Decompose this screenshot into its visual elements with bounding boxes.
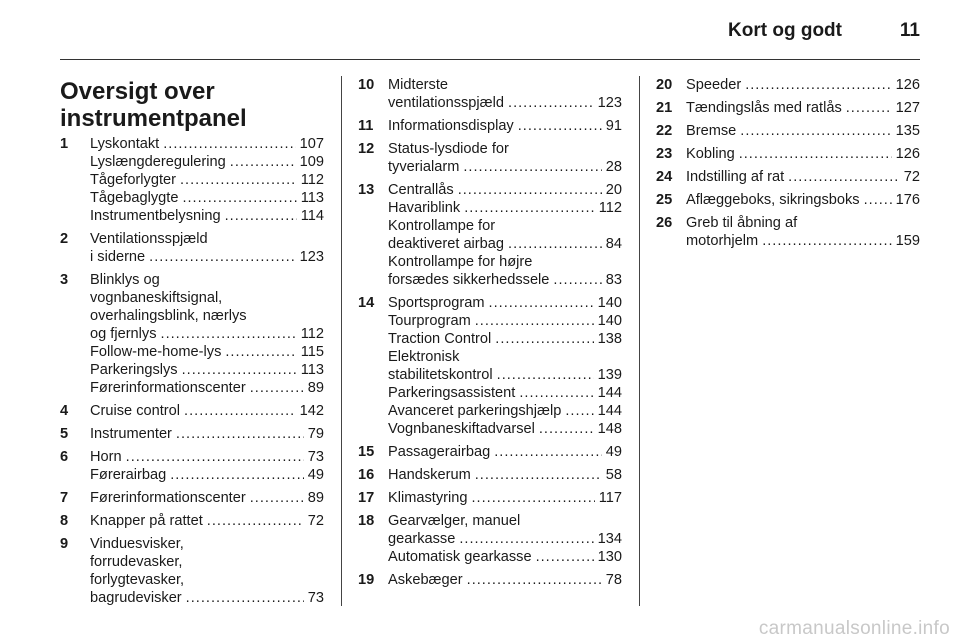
entry-line <box>90 135 324 153</box>
dot-leader <box>184 402 296 420</box>
page-reference: 142 <box>299 403 324 419</box>
entry-text: Parkeringslys <box>90 362 178 378</box>
entry-text: Elektronisk <box>388 349 460 365</box>
dot-leader <box>518 117 602 135</box>
entry-text: Førerinformationscenter <box>90 380 246 396</box>
entry-lines <box>90 425 324 443</box>
page-reference: 176 <box>895 192 920 208</box>
dot-leader <box>489 294 594 312</box>
dot-leader <box>182 361 297 379</box>
entry-line <box>388 253 622 271</box>
page-reference: 130 <box>597 549 622 565</box>
dot-leader <box>207 512 304 530</box>
column-divider <box>341 76 342 606</box>
entry-number: 6 <box>60 449 69 465</box>
entry-number: 15 <box>358 444 375 460</box>
entry-text: Avanceret parkeringshjælp <box>388 403 562 419</box>
entry-text: forlygtevasker, <box>90 572 185 588</box>
index-entry <box>358 294 622 438</box>
entry-line <box>388 235 622 253</box>
page-reference: 84 <box>605 236 622 252</box>
entry-line <box>90 289 324 307</box>
entry-text: ventilationsspjæld <box>388 95 505 111</box>
index-entry <box>358 512 622 566</box>
entry-lines <box>90 230 324 266</box>
page-reference: 140 <box>597 295 622 311</box>
entry-line <box>388 571 622 589</box>
page-reference: 144 <box>597 385 622 401</box>
entry-number: 5 <box>60 426 69 442</box>
entry-number: 22 <box>656 123 673 139</box>
dot-leader <box>464 199 595 217</box>
entry-line <box>388 199 622 217</box>
index-entry <box>60 489 324 507</box>
page-reference: 112 <box>300 172 324 188</box>
entry-number: 4 <box>60 403 69 419</box>
entry-text: Horn <box>90 449 122 465</box>
entry-text: forsædes sikkerhedssele <box>388 272 550 288</box>
dot-leader <box>536 548 594 566</box>
entry-line <box>388 512 622 530</box>
index-entry <box>358 181 622 289</box>
entry-text: Indstilling af rat <box>686 169 785 185</box>
entry-text: Kontrollampe for <box>388 218 496 234</box>
entry-line <box>90 379 324 397</box>
page-heading <box>60 78 324 132</box>
entry-line <box>686 168 920 186</box>
entry-line <box>90 153 324 171</box>
page-header <box>0 0 960 58</box>
page-reference: 139 <box>597 367 622 383</box>
page-heading-line: instrumentpanel <box>60 105 247 132</box>
index-entry <box>656 214 920 250</box>
dot-leader <box>553 271 601 289</box>
entry-text: Havariblink <box>388 200 461 216</box>
entry-text: Bremse <box>686 123 737 139</box>
dot-leader <box>471 489 594 507</box>
dot-leader <box>250 379 304 397</box>
entry-lines <box>90 135 324 225</box>
dot-leader <box>458 181 602 199</box>
index-entry <box>358 443 622 461</box>
dot-leader <box>539 420 594 438</box>
dot-leader <box>180 171 297 189</box>
page-reference: 115 <box>300 344 324 360</box>
entry-line <box>388 117 622 135</box>
column-divider <box>639 76 640 606</box>
entry-line <box>388 294 622 312</box>
page-reference: 72 <box>307 513 324 529</box>
entry-line <box>686 76 920 94</box>
dot-leader <box>565 402 593 420</box>
index-entry <box>60 402 324 420</box>
entry-line <box>388 366 622 384</box>
page-reference: 148 <box>597 421 622 437</box>
dot-leader <box>846 99 892 117</box>
entry-line <box>90 230 324 248</box>
entry-lines <box>90 535 324 607</box>
page-reference: 73 <box>307 590 324 606</box>
entry-text: Førerairbag <box>90 467 167 483</box>
entry-number: 16 <box>358 467 375 483</box>
page-reference: 126 <box>895 77 920 93</box>
entry-text: Greb til åbning af <box>686 215 798 231</box>
index-entry <box>656 191 920 209</box>
entry-number: 3 <box>60 272 69 288</box>
entry-line <box>90 171 324 189</box>
entry-line <box>90 589 324 607</box>
page-reference: 78 <box>605 572 622 588</box>
entry-text: Knapper på rattet <box>90 513 203 529</box>
header-divider <box>60 59 920 60</box>
dot-leader <box>494 443 602 461</box>
dot-leader <box>497 366 594 384</box>
entry-line <box>90 425 324 443</box>
entry-text: gearkasse <box>388 531 456 547</box>
entry-number: 11 <box>358 118 374 134</box>
page-reference: 138 <box>597 331 622 347</box>
dot-leader <box>495 330 593 348</box>
index-entry <box>358 117 622 135</box>
index-entry <box>656 76 920 94</box>
entry-number: 20 <box>656 77 673 93</box>
entry-lines <box>388 181 622 289</box>
index-entry <box>358 76 622 112</box>
entry-line <box>388 217 622 235</box>
page-reference: 140 <box>597 313 622 329</box>
entry-lines <box>686 214 920 250</box>
dot-leader <box>182 189 296 207</box>
entry-number: 18 <box>358 513 375 529</box>
entry-line <box>90 325 324 343</box>
index-entry <box>656 145 920 163</box>
entry-number: 24 <box>656 169 673 185</box>
entry-line <box>388 271 622 289</box>
page-reference: 112 <box>598 200 622 216</box>
dot-leader <box>230 153 296 171</box>
entry-lines <box>686 99 920 117</box>
dot-leader <box>250 489 304 507</box>
entry-text: Gearvælger, manuel <box>388 513 521 529</box>
entry-number: 1 <box>60 136 69 152</box>
page-heading-line: Oversigt over <box>60 78 215 105</box>
entry-number: 26 <box>656 215 673 231</box>
entry-text: Lyskontakt <box>90 136 160 152</box>
dot-leader <box>161 325 297 343</box>
entry-number: 17 <box>358 490 375 506</box>
index-entry <box>60 535 324 607</box>
entry-line <box>686 145 920 163</box>
entry-line <box>90 466 324 484</box>
entry-lines <box>388 76 622 112</box>
entry-lines <box>686 76 920 94</box>
entry-text: vognbaneskiftsignal, <box>90 290 223 306</box>
entry-number: 10 <box>358 77 375 93</box>
dot-leader <box>475 466 602 484</box>
dot-leader <box>745 76 891 94</box>
index-entry <box>656 122 920 140</box>
entry-list <box>656 76 920 250</box>
dot-leader <box>762 232 891 250</box>
entry-line <box>686 232 920 250</box>
page-reference: 113 <box>300 362 324 378</box>
page-reference: 127 <box>895 100 920 116</box>
entry-lines <box>90 489 324 507</box>
entry-text: overhalingsblink, nærlys <box>90 308 247 324</box>
entry-line <box>388 420 622 438</box>
index-entry <box>358 489 622 507</box>
dot-leader <box>186 589 304 607</box>
entry-lines <box>388 117 622 135</box>
dot-leader <box>149 248 295 266</box>
index-entry <box>60 271 324 397</box>
entry-text: Informationsdisplay <box>388 118 514 134</box>
entry-text: og fjernlys <box>90 326 157 342</box>
dot-leader <box>740 122 891 140</box>
entry-text: Sportsprogram <box>388 295 485 311</box>
entry-number: 9 <box>60 536 69 552</box>
entry-line <box>90 553 324 571</box>
page-reference: 49 <box>605 444 622 460</box>
page-reference: 72 <box>903 169 920 185</box>
entry-text: Traction Control <box>388 331 492 347</box>
entry-text: forrudevasker, <box>90 554 183 570</box>
index-entry <box>60 230 324 266</box>
index-entry <box>60 448 324 484</box>
entry-lines <box>90 448 324 484</box>
entry-text: Tågeforlygter <box>90 172 176 188</box>
page-reference: 135 <box>895 123 920 139</box>
entry-lines <box>686 145 920 163</box>
entry-number: 21 <box>656 100 673 116</box>
dot-leader <box>176 425 304 443</box>
page-reference: 83 <box>605 272 622 288</box>
entry-text: Førerinformationscenter <box>90 490 246 506</box>
entry-lines <box>90 512 324 530</box>
entry-line <box>686 122 920 140</box>
entry-line <box>388 140 622 158</box>
entry-line <box>90 512 324 530</box>
entry-line <box>388 466 622 484</box>
dot-leader <box>459 530 593 548</box>
entry-line <box>388 530 622 548</box>
entry-lines <box>388 512 622 566</box>
page-reference: 89 <box>307 490 324 506</box>
index-column-1 <box>60 76 324 612</box>
page-reference: 107 <box>299 136 324 152</box>
entry-text: deaktiveret airbag <box>388 236 505 252</box>
dot-leader <box>467 571 602 589</box>
entry-line <box>388 402 622 420</box>
entry-text: Status-lysdiode for <box>388 141 509 157</box>
dot-leader <box>508 235 602 253</box>
entry-line <box>388 443 622 461</box>
entry-text: tyverialarm <box>388 159 460 175</box>
dot-leader <box>475 312 594 330</box>
entry-list <box>358 76 622 589</box>
entry-line <box>388 548 622 566</box>
entry-number: 23 <box>656 146 673 162</box>
entry-text: Kobling <box>686 146 735 162</box>
entry-line <box>90 571 324 589</box>
dot-leader <box>225 343 296 361</box>
entry-text: Ventilationsspjæld <box>90 231 208 247</box>
entry-line <box>686 99 920 117</box>
entry-line <box>90 489 324 507</box>
page-reference: 113 <box>300 190 324 206</box>
entry-number: 7 <box>60 490 69 506</box>
entry-lines <box>388 571 622 589</box>
entry-line <box>388 76 622 94</box>
entry-line <box>90 448 324 466</box>
page-reference: 91 <box>605 118 622 134</box>
entry-line <box>686 214 920 232</box>
page-reference: 109 <box>299 154 324 170</box>
entry-text: Midterste <box>388 77 449 93</box>
entry-text: i siderne <box>90 249 146 265</box>
entry-line <box>388 312 622 330</box>
entry-text: Askebæger <box>388 572 463 588</box>
entry-text: Passagerairbag <box>388 444 491 460</box>
entry-text: Parkeringsassistent <box>388 385 516 401</box>
dot-leader <box>126 448 304 466</box>
entry-text: Speeder <box>686 77 742 93</box>
entry-number: 14 <box>358 295 375 311</box>
page-reference: 89 <box>307 380 324 396</box>
entry-lines <box>388 489 622 507</box>
entry-line <box>90 271 324 289</box>
entry-text: Vinduesvisker, <box>90 536 184 552</box>
entry-line <box>388 489 622 507</box>
entry-line <box>90 535 324 553</box>
page-reference: 117 <box>598 490 622 506</box>
entry-line <box>388 384 622 402</box>
entry-line <box>388 330 622 348</box>
dot-leader <box>739 145 892 163</box>
page-reference: 79 <box>307 426 324 442</box>
entry-number: 2 <box>60 231 69 247</box>
entry-text: stabilitetskontrol <box>388 367 493 383</box>
index-entry <box>60 425 324 443</box>
entry-lines <box>90 402 324 420</box>
entry-line <box>90 343 324 361</box>
entry-list <box>60 135 324 607</box>
entry-line <box>388 348 622 366</box>
entry-number: 25 <box>656 192 673 208</box>
entry-text: bagrudevisker <box>90 590 182 606</box>
page-reference: 28 <box>605 159 622 175</box>
entry-text: Cruise control <box>90 403 181 419</box>
entry-lines <box>388 294 622 438</box>
entry-line <box>686 191 920 209</box>
dot-leader <box>170 466 304 484</box>
entry-line <box>388 158 622 176</box>
entry-lines <box>388 443 622 461</box>
entry-lines <box>686 122 920 140</box>
index-entry <box>656 99 920 117</box>
index-entry <box>358 571 622 589</box>
watermark: carmanualsonline.info <box>758 618 950 639</box>
entry-text: Aflæggeboks, sikringsboks <box>686 192 860 208</box>
index-column-2 <box>358 76 622 594</box>
entry-text: Tågebaglygte <box>90 190 179 206</box>
entry-text: Vognbaneskiftadvarsel <box>388 421 535 437</box>
entry-line <box>90 361 324 379</box>
page-reference: 20 <box>605 182 622 198</box>
page-reference: 159 <box>895 233 920 249</box>
entry-text: Automatisk gearkasse <box>388 549 532 565</box>
page-reference: 123 <box>597 95 622 111</box>
entry-number: 12 <box>358 141 375 157</box>
entry-lines <box>388 466 622 484</box>
entry-lines <box>686 168 920 186</box>
entry-text: Kontrollampe for højre <box>388 254 533 270</box>
entry-number: 19 <box>358 572 375 588</box>
entry-text: Handskerum <box>388 467 471 483</box>
entry-line <box>90 402 324 420</box>
entry-text: Instrumentbelysning <box>90 208 221 224</box>
entry-text: Centrallås <box>388 182 454 198</box>
dot-leader <box>788 168 900 186</box>
entry-lines <box>686 191 920 209</box>
index-entry <box>656 168 920 186</box>
dot-leader <box>225 207 297 225</box>
entry-text: Lyslængderegulering <box>90 154 226 170</box>
entry-line <box>90 189 324 207</box>
index-entry <box>358 140 622 176</box>
page-number: 11 <box>899 20 920 41</box>
dot-leader <box>519 384 593 402</box>
dot-leader <box>864 191 892 209</box>
entry-lines <box>388 140 622 176</box>
page-reference: 112 <box>300 326 324 342</box>
entry-lines <box>90 271 324 397</box>
entry-line <box>388 181 622 199</box>
index-entry <box>60 512 324 530</box>
entry-text: Tourprogram <box>388 313 471 329</box>
entry-number: 13 <box>358 182 375 198</box>
entry-number: 8 <box>60 513 69 529</box>
page-reference: 49 <box>307 467 324 483</box>
page-reference: 134 <box>597 531 622 547</box>
page-reference: 58 <box>605 467 622 483</box>
entry-text: Tændingslås med ratlås <box>686 100 842 116</box>
dot-leader <box>508 94 594 112</box>
page-reference: 73 <box>307 449 324 465</box>
section-title: Kort og godt <box>728 20 842 41</box>
entry-line <box>90 248 324 266</box>
index-entry <box>60 135 324 225</box>
entry-text: Blinklys og <box>90 272 160 288</box>
entry-text: motorhjelm <box>686 233 759 249</box>
entry-line <box>90 307 324 325</box>
page-reference: 144 <box>597 403 622 419</box>
page-reference: 114 <box>300 208 324 224</box>
page-reference: 123 <box>299 249 324 265</box>
dot-leader <box>163 135 295 153</box>
dot-leader <box>463 158 601 176</box>
index-column-3 <box>656 76 920 255</box>
entry-text: Follow-me-home-lys <box>90 344 222 360</box>
page-reference: 126 <box>895 146 920 162</box>
entry-line <box>90 207 324 225</box>
entry-line <box>388 94 622 112</box>
entry-text: Instrumenter <box>90 426 172 442</box>
index-entry <box>358 466 622 484</box>
entry-text: Klimastyring <box>388 490 468 506</box>
